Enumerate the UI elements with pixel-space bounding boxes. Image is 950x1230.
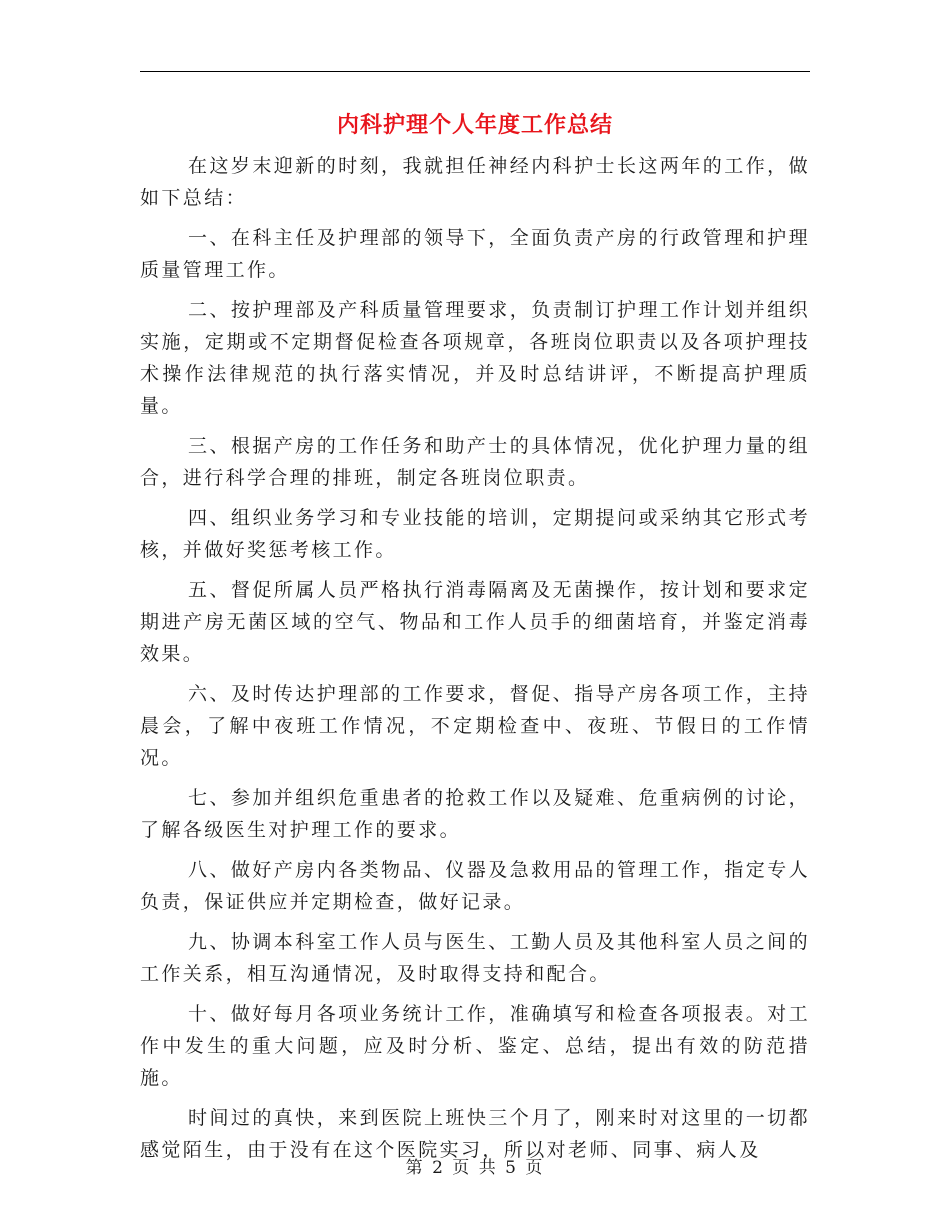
header-rule — [140, 71, 810, 72]
paragraph-item-8: 八、做好产房内各类物品、仪器及急救用品的管理工作，指定专人负责，保证供应并定期检查，做好记录。 — [140, 859, 810, 913]
paragraph-item-2: 二、按护理部及产科质量管理要求，负责制订护理工作计划并组织实施，定期或不定期督促检查各项规章，各班岗位职责以及各项护理技术操作法律规范的执行落实情况，并及时总结讲评，不断提高护理质量。 — [140, 299, 810, 417]
document-body — [140, 150, 810, 1174]
paragraph-item-5: 五、督促所属人员严格执行消毒隔离及无菌操作，按计划和要求定期进产房无菌区域的空气、物品和工作人员手的细菌培育，并鉴定消毒效果。 — [140, 579, 810, 665]
paragraph-item-1: 一、在科主任及护理部的领导下，全面负责产房的行政管理和护理质量管理工作。 — [140, 227, 810, 281]
paragraph-intro: 在这岁末迎新的时刻，我就担任神经内科护士长这两年的工作，做如下总结： — [140, 155, 810, 209]
paragraph-item-3: 三、根据产房的工作任务和助产士的具体情况，优化护理力量的组合，进行科学合理的排班，制定各班岗位职责。 — [140, 435, 810, 489]
page-number-footer: 第 2 页 共 5 页 — [405, 1158, 545, 1178]
paragraph-closing: 时间过的真快，来到医院上班快三个月了，刚来时对这里的一切都感觉陌生，由于没有在这个医院实习，所以对老师、同事、病人及 — [140, 1107, 810, 1161]
document-title: 内科护理个人年度工作总结 — [336, 112, 613, 138]
paragraph-item-9: 九、协调本科室工作人员与医生、工勤人员及其他科室人员之间的工作关系，相互沟通情况，及时取得支持和配合。 — [140, 931, 810, 985]
paragraph-item-6: 六、及时传达护理部的工作要求，督促、指导产房各项工作，主持晨会，了解中夜班工作情况，不定期检查中、夜班、节假日的工作情况。 — [140, 683, 810, 769]
paragraph-item-7: 七、参加并组织危重患者的抢救工作以及疑难、危重病例的讨论，了解各级医生对护理工作的要求。 — [140, 787, 810, 841]
paragraph-item-10: 十、做好每月各项业务统计工作，准确填写和检查各项报表。对工作中发生的重大问题，应及时分析、鉴定、总结，提出有效的防范措施。 — [140, 1003, 810, 1089]
paragraph-item-4: 四、组织业务学习和专业技能的培训，定期提问或采纳其它形式考核，并做好奖惩考核工作。 — [140, 507, 810, 561]
